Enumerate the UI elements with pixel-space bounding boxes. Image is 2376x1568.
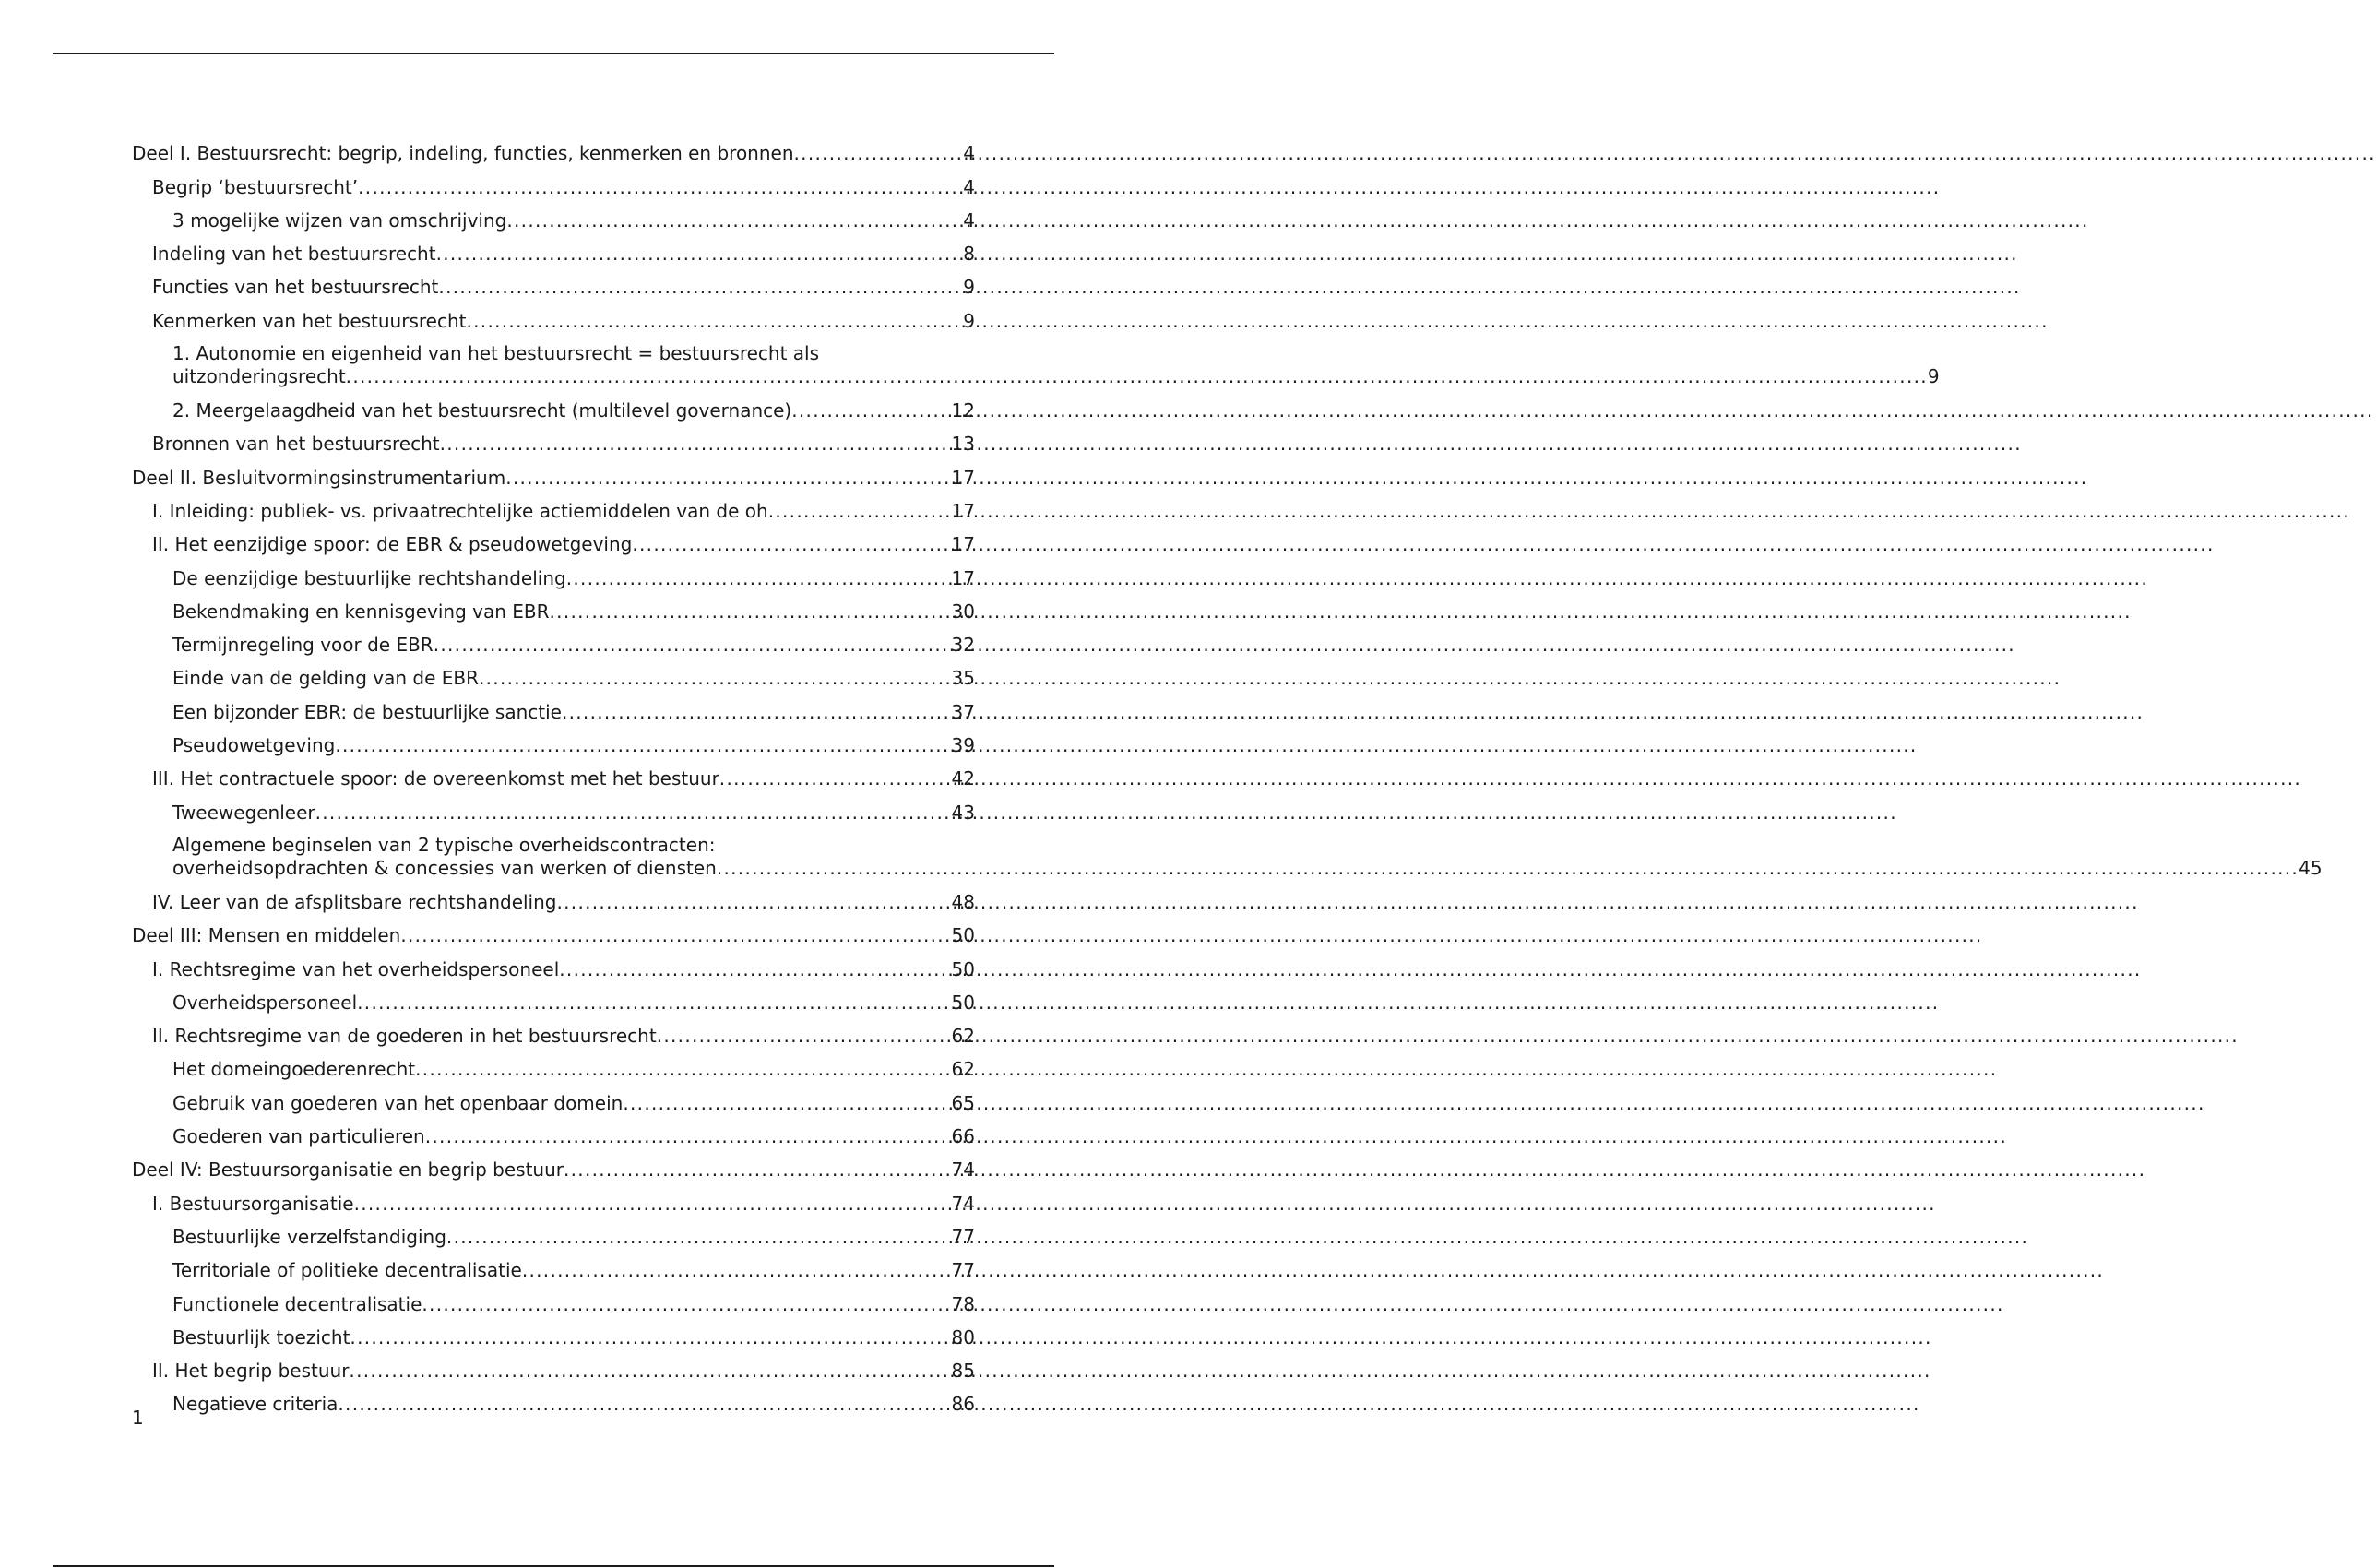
dot-leader (566, 567, 952, 589)
dot-leader (400, 924, 951, 946)
dot-leader (346, 365, 1928, 388)
dot-leader (357, 992, 951, 1014)
toc-entry-title-line1: Algemene beginselen van 2 typische overheidscontracten: (172, 833, 716, 856)
dot-leader (556, 891, 951, 913)
toc-entry-page: 86 (951, 1393, 975, 1416)
toc-entry[interactable] (132, 1215, 975, 1248)
toc-entry-page: 39 (951, 734, 975, 757)
toc-entry[interactable] (132, 756, 975, 790)
dot-leader (559, 958, 951, 980)
toc-entry-page: 77 (951, 1225, 975, 1248)
toc-entry-title: Indeling van het bestuursrecht (152, 243, 436, 266)
toc-entry[interactable] (132, 1047, 975, 1080)
toc-entry-title: II. Rechtsregime van de goederen in het bestuursrecht (152, 1025, 657, 1048)
toc-entry-title: Deel II. Besluitvormingsinstrumentarium (132, 466, 506, 489)
toc-entry[interactable] (132, 880, 975, 913)
toc-entry-title: Overheidspersoneel (172, 991, 358, 1014)
toc-entry[interactable] (132, 131, 975, 164)
toc-entry-title: I. Rechtsregime van het overheidspersoneel (152, 957, 560, 980)
toc-entry-page: 37 (951, 700, 975, 723)
dot-leader (350, 1326, 951, 1348)
toc-entry-page: 66 (951, 1125, 975, 1148)
dot-leader (506, 209, 963, 232)
toc-entry[interactable] (132, 1248, 975, 1281)
dot-leader (438, 276, 963, 298)
toc-entry-title: Deel III: Mensen en middelen (132, 924, 401, 947)
toc-entry-page: 85 (951, 1360, 975, 1383)
toc-entry[interactable] (132, 913, 975, 946)
toc-entry-title: Gebruik van goederen van het openbaar domein (172, 1091, 624, 1114)
dot-leader (436, 243, 964, 265)
dot-leader (794, 142, 964, 164)
toc-entry-title: Het domeingoederenrecht (172, 1058, 416, 1081)
toc-entry-page: 17 (951, 533, 975, 556)
dot-leader (415, 1058, 951, 1080)
toc-entry-page: 4 (963, 142, 975, 165)
toc-entry-title: III. Het contractuele spoor: de overeenkomst met het bestuur (152, 767, 719, 790)
toc-entry-title: IV. Leer van de afsplitsbare rechtshandeling (152, 890, 557, 913)
dot-leader (422, 1293, 951, 1315)
toc-entry[interactable] (132, 1348, 975, 1382)
toc-entry[interactable] (132, 1014, 975, 1047)
dot-leader (358, 176, 963, 198)
dot-leader (354, 1193, 952, 1215)
toc-entry-page: 45 (2299, 856, 2323, 879)
toc-entry-title: II. Het eenzijdige spoor: de EBR & pseudowetgeving (152, 533, 633, 556)
dot-leader (717, 857, 2299, 880)
dot-leader (623, 1092, 951, 1114)
toc-entry[interactable] (132, 689, 975, 722)
toc-entry-title-line2: uitzonderingsrecht (172, 364, 346, 387)
dot-leader (550, 600, 952, 623)
toc-entry-title: Termijnregeling voor de EBR (172, 634, 434, 657)
toc-entry-page: 4 (963, 175, 975, 198)
toc-entry[interactable] (132, 298, 975, 331)
toc-entry-page: 74 (951, 1158, 975, 1182)
dot-leader (338, 1393, 951, 1415)
toc-entry-page: 17 (951, 566, 975, 589)
toc-entry[interactable] (132, 265, 975, 298)
toc-entry-title: Bekendmaking en kennisgeving van EBR (172, 600, 550, 623)
dot-leader (434, 634, 952, 656)
page-number: 1 (132, 1407, 144, 1429)
toc-entry-title: II. Het begrip bestuur (152, 1360, 350, 1383)
toc-entry-title: De eenzijdige bestuurlijke rechtshandeling (172, 566, 566, 589)
toc-entry-page: 42 (951, 767, 975, 790)
toc-entry[interactable] (132, 332, 1940, 388)
dot-leader (349, 1360, 951, 1382)
toc-entry-page: 74 (951, 1192, 975, 1215)
dot-leader (446, 1226, 952, 1248)
toc-entry-title: I. Bestuursorganisatie (152, 1192, 354, 1215)
toc-entry-title: 2. Meergelaagdheid van het bestuursrecht (multilevel governance) (172, 399, 792, 422)
toc-entry-title: Tweewegenleer (172, 801, 315, 824)
toc-entry-title: Pseudowetgeving (172, 734, 336, 757)
toc-entry-title-line2: overheidsopdrachten & concessies van werken of diensten (172, 856, 717, 879)
toc-entry-page: 35 (951, 667, 975, 690)
dot-leader (466, 310, 963, 332)
dot-leader (632, 533, 951, 555)
dot-leader (657, 1025, 952, 1047)
toc-entry-page: 78 (951, 1292, 975, 1315)
toc-entry[interactable] (132, 455, 975, 488)
toc-entry-page: 9 (963, 309, 975, 332)
dot-leader (562, 701, 952, 723)
toc-entry-page: 80 (951, 1325, 975, 1348)
dot-leader (440, 433, 952, 455)
toc-entry[interactable] (132, 980, 975, 1014)
toc-entry-page: 43 (951, 801, 975, 824)
toc-entry[interactable] (132, 555, 975, 588)
toc-entry-page: 13 (951, 433, 975, 456)
toc-entry-title: Bestuurlijke verzelfstandiging (172, 1225, 446, 1248)
toc-entry-page: 62 (951, 1058, 975, 1081)
footer-rule (53, 1565, 1054, 1567)
toc-entry[interactable] (132, 824, 2323, 880)
toc-entry-page: 65 (951, 1091, 975, 1114)
toc-entry-title: I. Inleiding: publiek- vs. privaatrechtelijke actiemiddelen van de oh (152, 499, 768, 522)
toc-entry-page: 17 (951, 499, 975, 522)
toc-entry-title: Functionele decentralisatie (172, 1292, 422, 1315)
toc-entry[interactable] (132, 723, 975, 756)
dot-leader (315, 802, 952, 824)
toc-entry-title: Kenmerken van het bestuursrecht (152, 309, 467, 332)
dot-leader (791, 399, 951, 422)
toc-entry[interactable] (132, 198, 975, 232)
toc-entry-page: 30 (951, 600, 975, 623)
toc-entry[interactable] (132, 232, 975, 265)
toc-entry[interactable] (132, 1080, 975, 1113)
toc-entry-title: 3 mogelijke wijzen van omschrijving (172, 208, 507, 232)
toc-entry-title: Begrip ‘bestuursrecht’ (152, 175, 359, 198)
toc-entry[interactable] (132, 522, 975, 555)
toc-entry-title: Een bijzonder EBR: de bestuurlijke sanctie (172, 700, 562, 723)
toc-entry-page: 48 (951, 890, 975, 913)
toc-entry-title: Bronnen van het bestuursrecht (152, 433, 440, 456)
toc-entry[interactable] (132, 1382, 975, 1415)
toc-entry-title: Territoriale of politieke decentralisatie (172, 1259, 522, 1282)
toc-entry[interactable] (132, 790, 975, 823)
toc-entry[interactable] (132, 656, 975, 689)
toc-entry-page: 50 (951, 957, 975, 980)
toc-entry[interactable] (132, 388, 975, 422)
toc-entry-title: Negatieve criteria (172, 1393, 339, 1416)
dot-leader (522, 1259, 952, 1281)
toc-entry-page: 62 (951, 1025, 975, 1048)
toc-entry[interactable] (132, 589, 975, 623)
toc-entry-title: Functies van het bestuursrecht (152, 276, 439, 299)
toc-entry-title-line1: 1. Autonomie en eigenheid van het bestuursrecht = bestuursrecht als (172, 341, 820, 364)
dot-leader (505, 467, 951, 489)
header-rule (53, 53, 1054, 54)
dot-leader (768, 500, 952, 522)
toc-entry[interactable] (132, 1315, 975, 1348)
toc-entry-page: 50 (951, 991, 975, 1014)
toc-entry-title: Deel I. Bestuursrecht: begrip, indeling, functies, kenmerken en bronnen (132, 142, 794, 165)
toc-entry-page: 8 (963, 243, 975, 266)
toc-entry[interactable] (132, 946, 975, 980)
toc-entry[interactable] (132, 623, 975, 656)
toc-entry[interactable] (132, 489, 975, 522)
toc-entry-page: 9 (1927, 364, 1940, 387)
toc-entry[interactable] (132, 1114, 975, 1147)
toc-entry[interactable] (132, 1281, 975, 1314)
toc-entry-page: 12 (951, 399, 975, 422)
toc-entry-page: 4 (963, 208, 975, 232)
dot-leader (335, 734, 951, 756)
toc-entry-page: 77 (951, 1259, 975, 1282)
dot-leader (719, 767, 952, 790)
toc-entry-page: 17 (951, 466, 975, 489)
toc-entry[interactable] (132, 422, 975, 455)
toc-entry-page: 32 (951, 634, 975, 657)
dot-leader (479, 667, 952, 689)
toc-entry-title: Goederen van particulieren (172, 1125, 425, 1148)
toc-entry-title: Einde van de gelding van de EBR (172, 667, 479, 690)
toc-entry-page: 50 (951, 924, 975, 947)
toc-entry-page: 9 (963, 276, 975, 299)
toc-entry-title: Deel IV: Bestuursorganisatie en begrip bestuur (132, 1158, 564, 1182)
table-of-contents (132, 131, 2323, 1416)
toc-entry[interactable] (132, 1147, 975, 1181)
toc-entry[interactable] (132, 164, 975, 197)
dot-leader (425, 1125, 952, 1147)
toc-entry-title: Bestuurlijk toezicht (172, 1325, 350, 1348)
toc-entry[interactable] (132, 1181, 975, 1214)
dot-leader (564, 1158, 952, 1181)
